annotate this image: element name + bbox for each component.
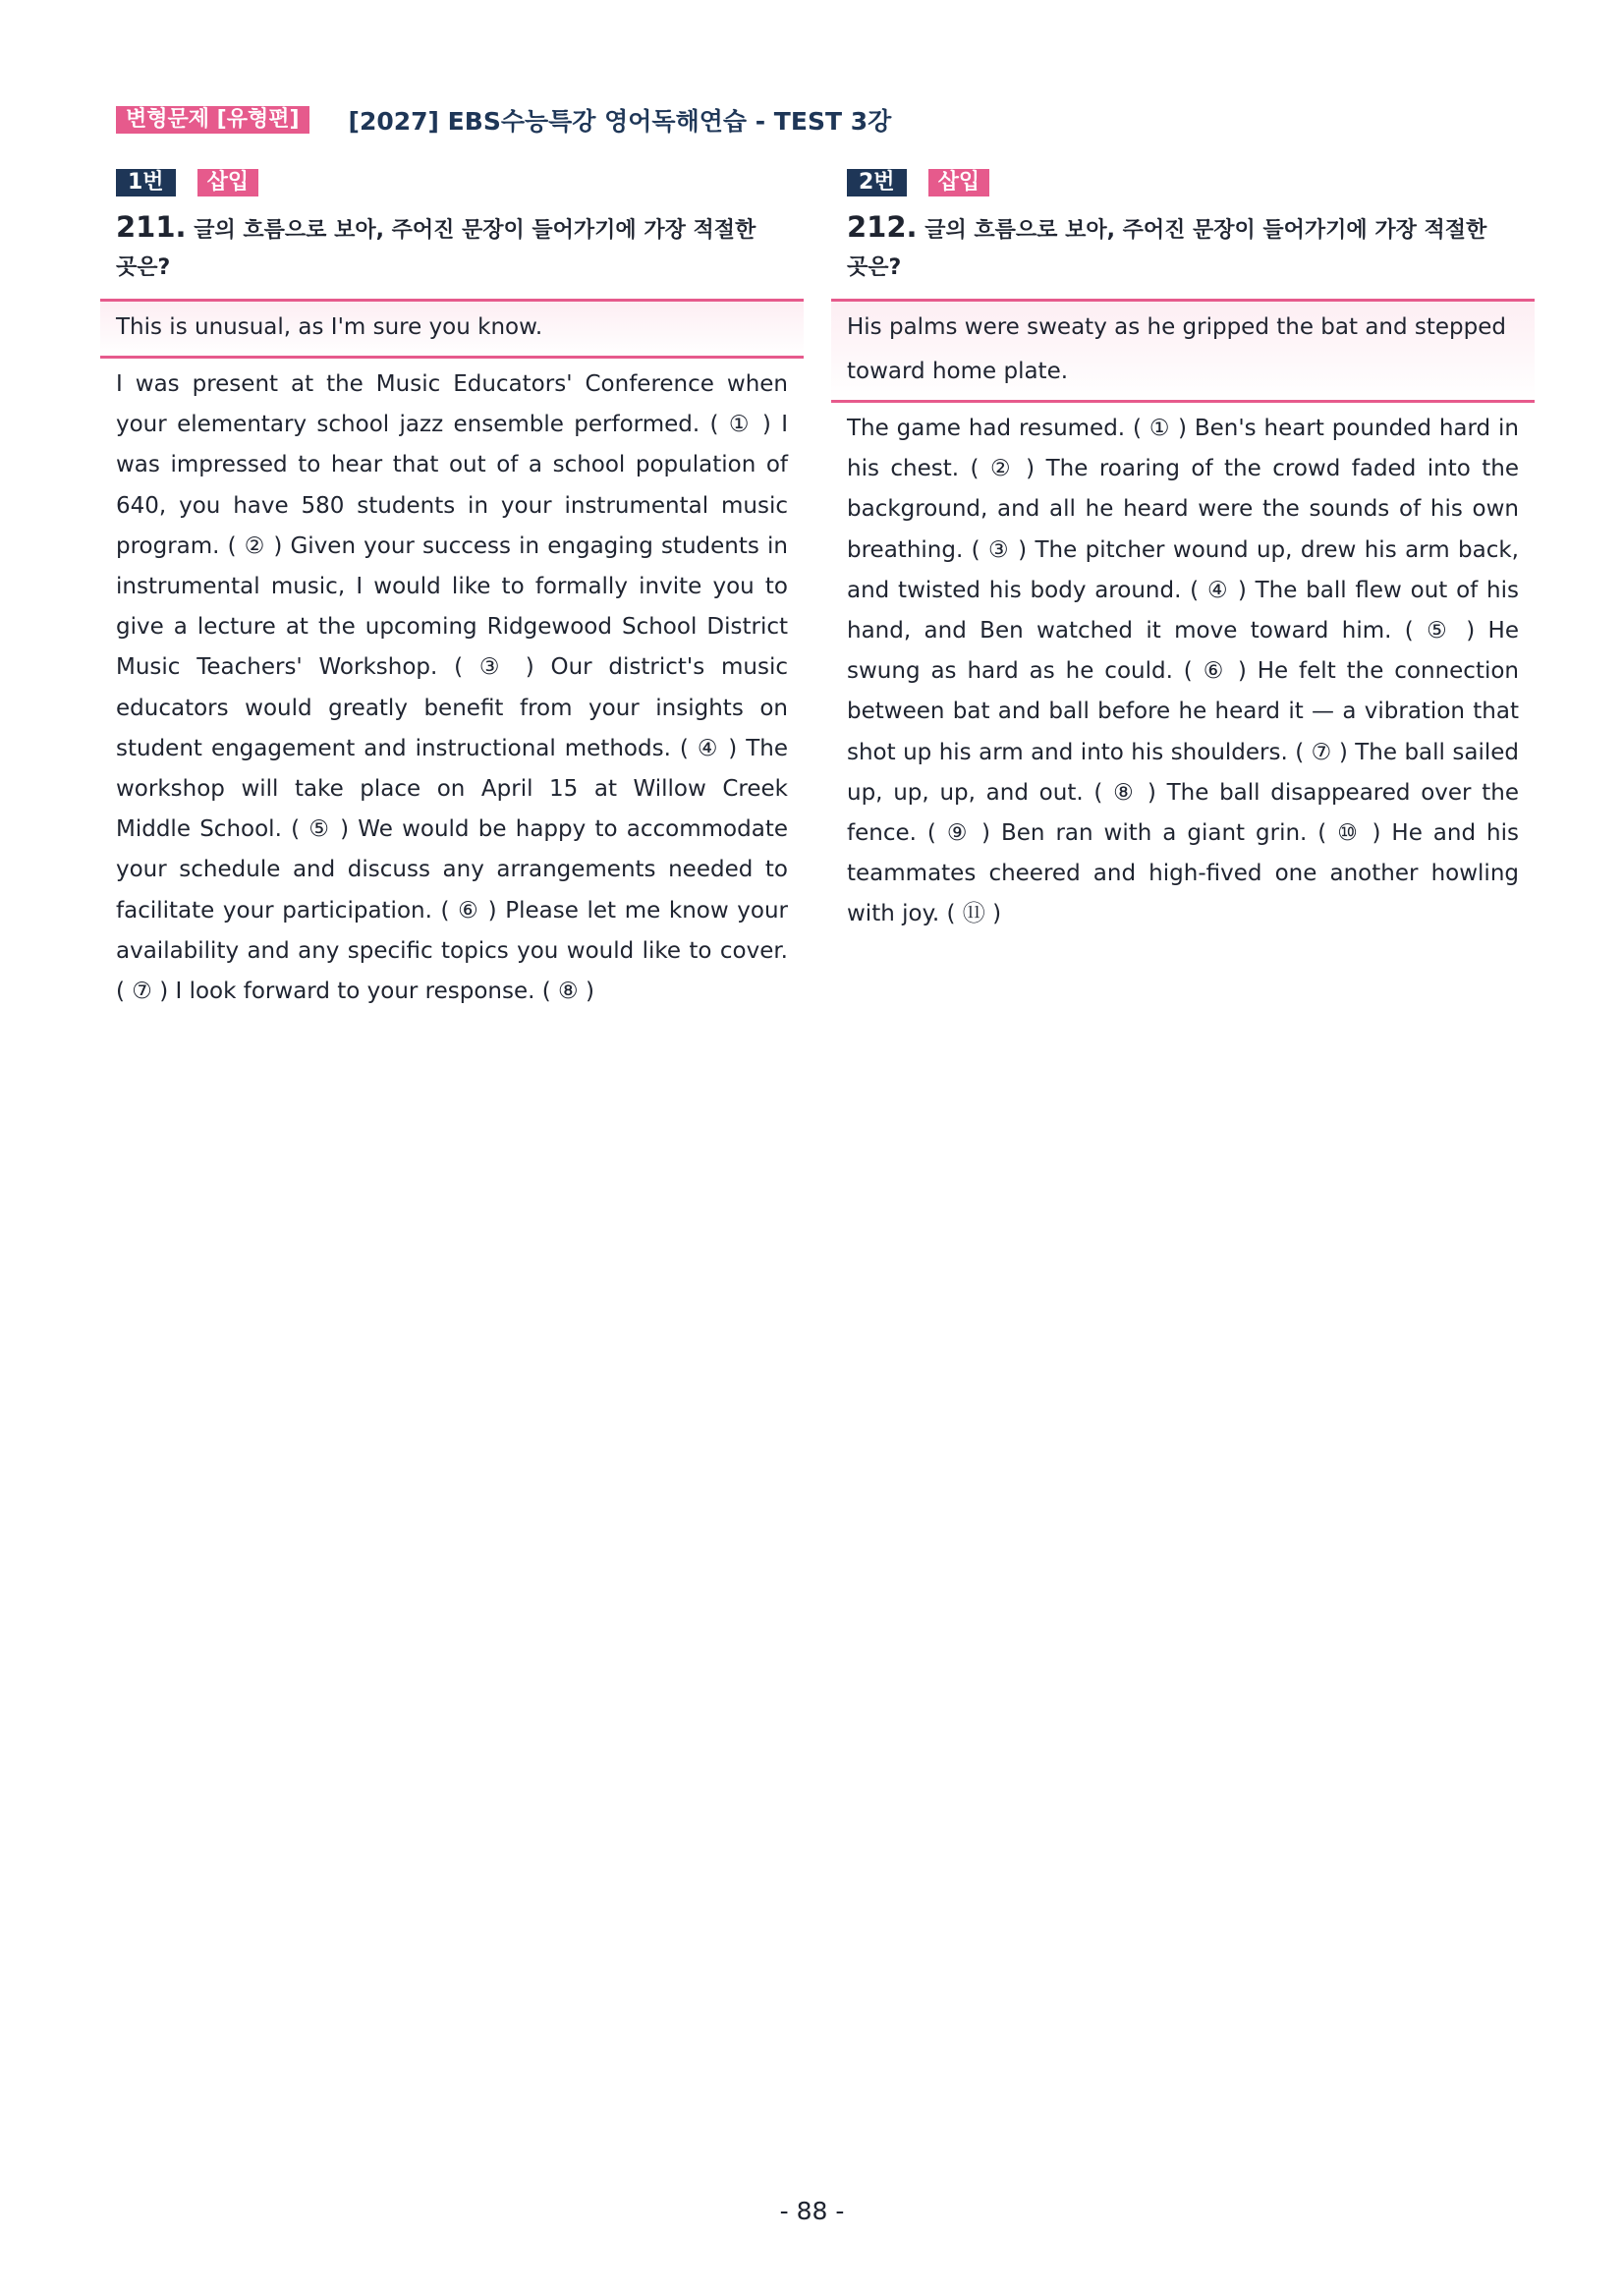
question-prompt [116, 208, 774, 287]
question-tags [847, 169, 1535, 196]
question-number: 212. [847, 210, 918, 244]
page-number: - 88 - [779, 2197, 845, 2225]
question-number-tag: 1번 [116, 169, 176, 196]
page-title: [2027] EBS수능특강 영어독해연습 - TEST 3강 [348, 107, 892, 136]
given-sentence-box [100, 299, 804, 359]
passage-text: The game had resumed. ( ① ) Ben's heart pounded hard in his chest. ( ② ) The roaring of the crowd faded into the background, and all he heard were the sounds of his own breathing. ( ③ ) The pitcher wound up, drew his arm back, and twisted his body around. ( ④ ) The ball flew out of his hand, and Ben watched it move toward him. ( ⑤ ) He swung as hard as he could. ( ⑥ ) He felt the connection between bat and ball before he heard it — a vibration that shot up his arm and into his shoulders. ( ⑦ ) The ball sailed up, up, up, and out. ( ⑧ ) The ball disappeared over the fence. ( ⑨ ) Ben ran with a giant grin. ( ⑩ ) He and his teammates cheered and high-fived one another howling with joy. ( ⑪ ) [847, 416, 1519, 927]
question-type-tag: 삽입 [928, 169, 990, 196]
given-sentence: This is unusual, as I'm sure you know. [116, 314, 543, 340]
given-sentence-box [831, 299, 1535, 403]
question-number: 211. [116, 210, 187, 244]
given-sentence: His palms were sweaty as he gripped the bat and stepped toward home plate. [847, 314, 1507, 384]
question-type-tag: 삽입 [197, 169, 259, 196]
question-text: 글의 흐름으로 보아, 주어진 문장이 들어가기에 가장 적절한 곳은? [847, 218, 1487, 280]
question-212 [831, 169, 1535, 935]
page-header [116, 102, 891, 138]
question-text: 글의 흐름으로 보아, 주어진 문장이 들어가기에 가장 적절한 곳은? [116, 218, 756, 280]
question-prompt [847, 208, 1505, 287]
category-label: 변형문제 [유형편] [116, 106, 309, 134]
question-tags [116, 169, 804, 196]
passage-text: I was present at the Music Educators' Conference when your elementary school jazz ensemble performed. ( ① ) I was impressed to hear that out of a school population of 640, you have 580 students in your instrumental music program. ( ② ) Given your success in engaging students in instrumental music, I would like to formally invite you to give a lecture at the upcoming Ridgewood School District Music Teachers' Workshop. ( ③ ) Our district's music educators would greatly benefit from your insights on student engagement and instructional methods. ( ④ ) The workshop will take place on April 15 at Willow Creek Middle School. ( ⑤ ) We would be happy to accommodate your schedule and discuss any arrangements needed to facilitate your participation. ( ⑥ ) Please let me know your availability and any specific topics you would like to cover. ( ⑦ ) I look forward to your response. ( ⑧ ) [116, 371, 788, 1005]
question-211 [100, 169, 804, 1012]
question-number-tag: 2번 [847, 169, 907, 196]
